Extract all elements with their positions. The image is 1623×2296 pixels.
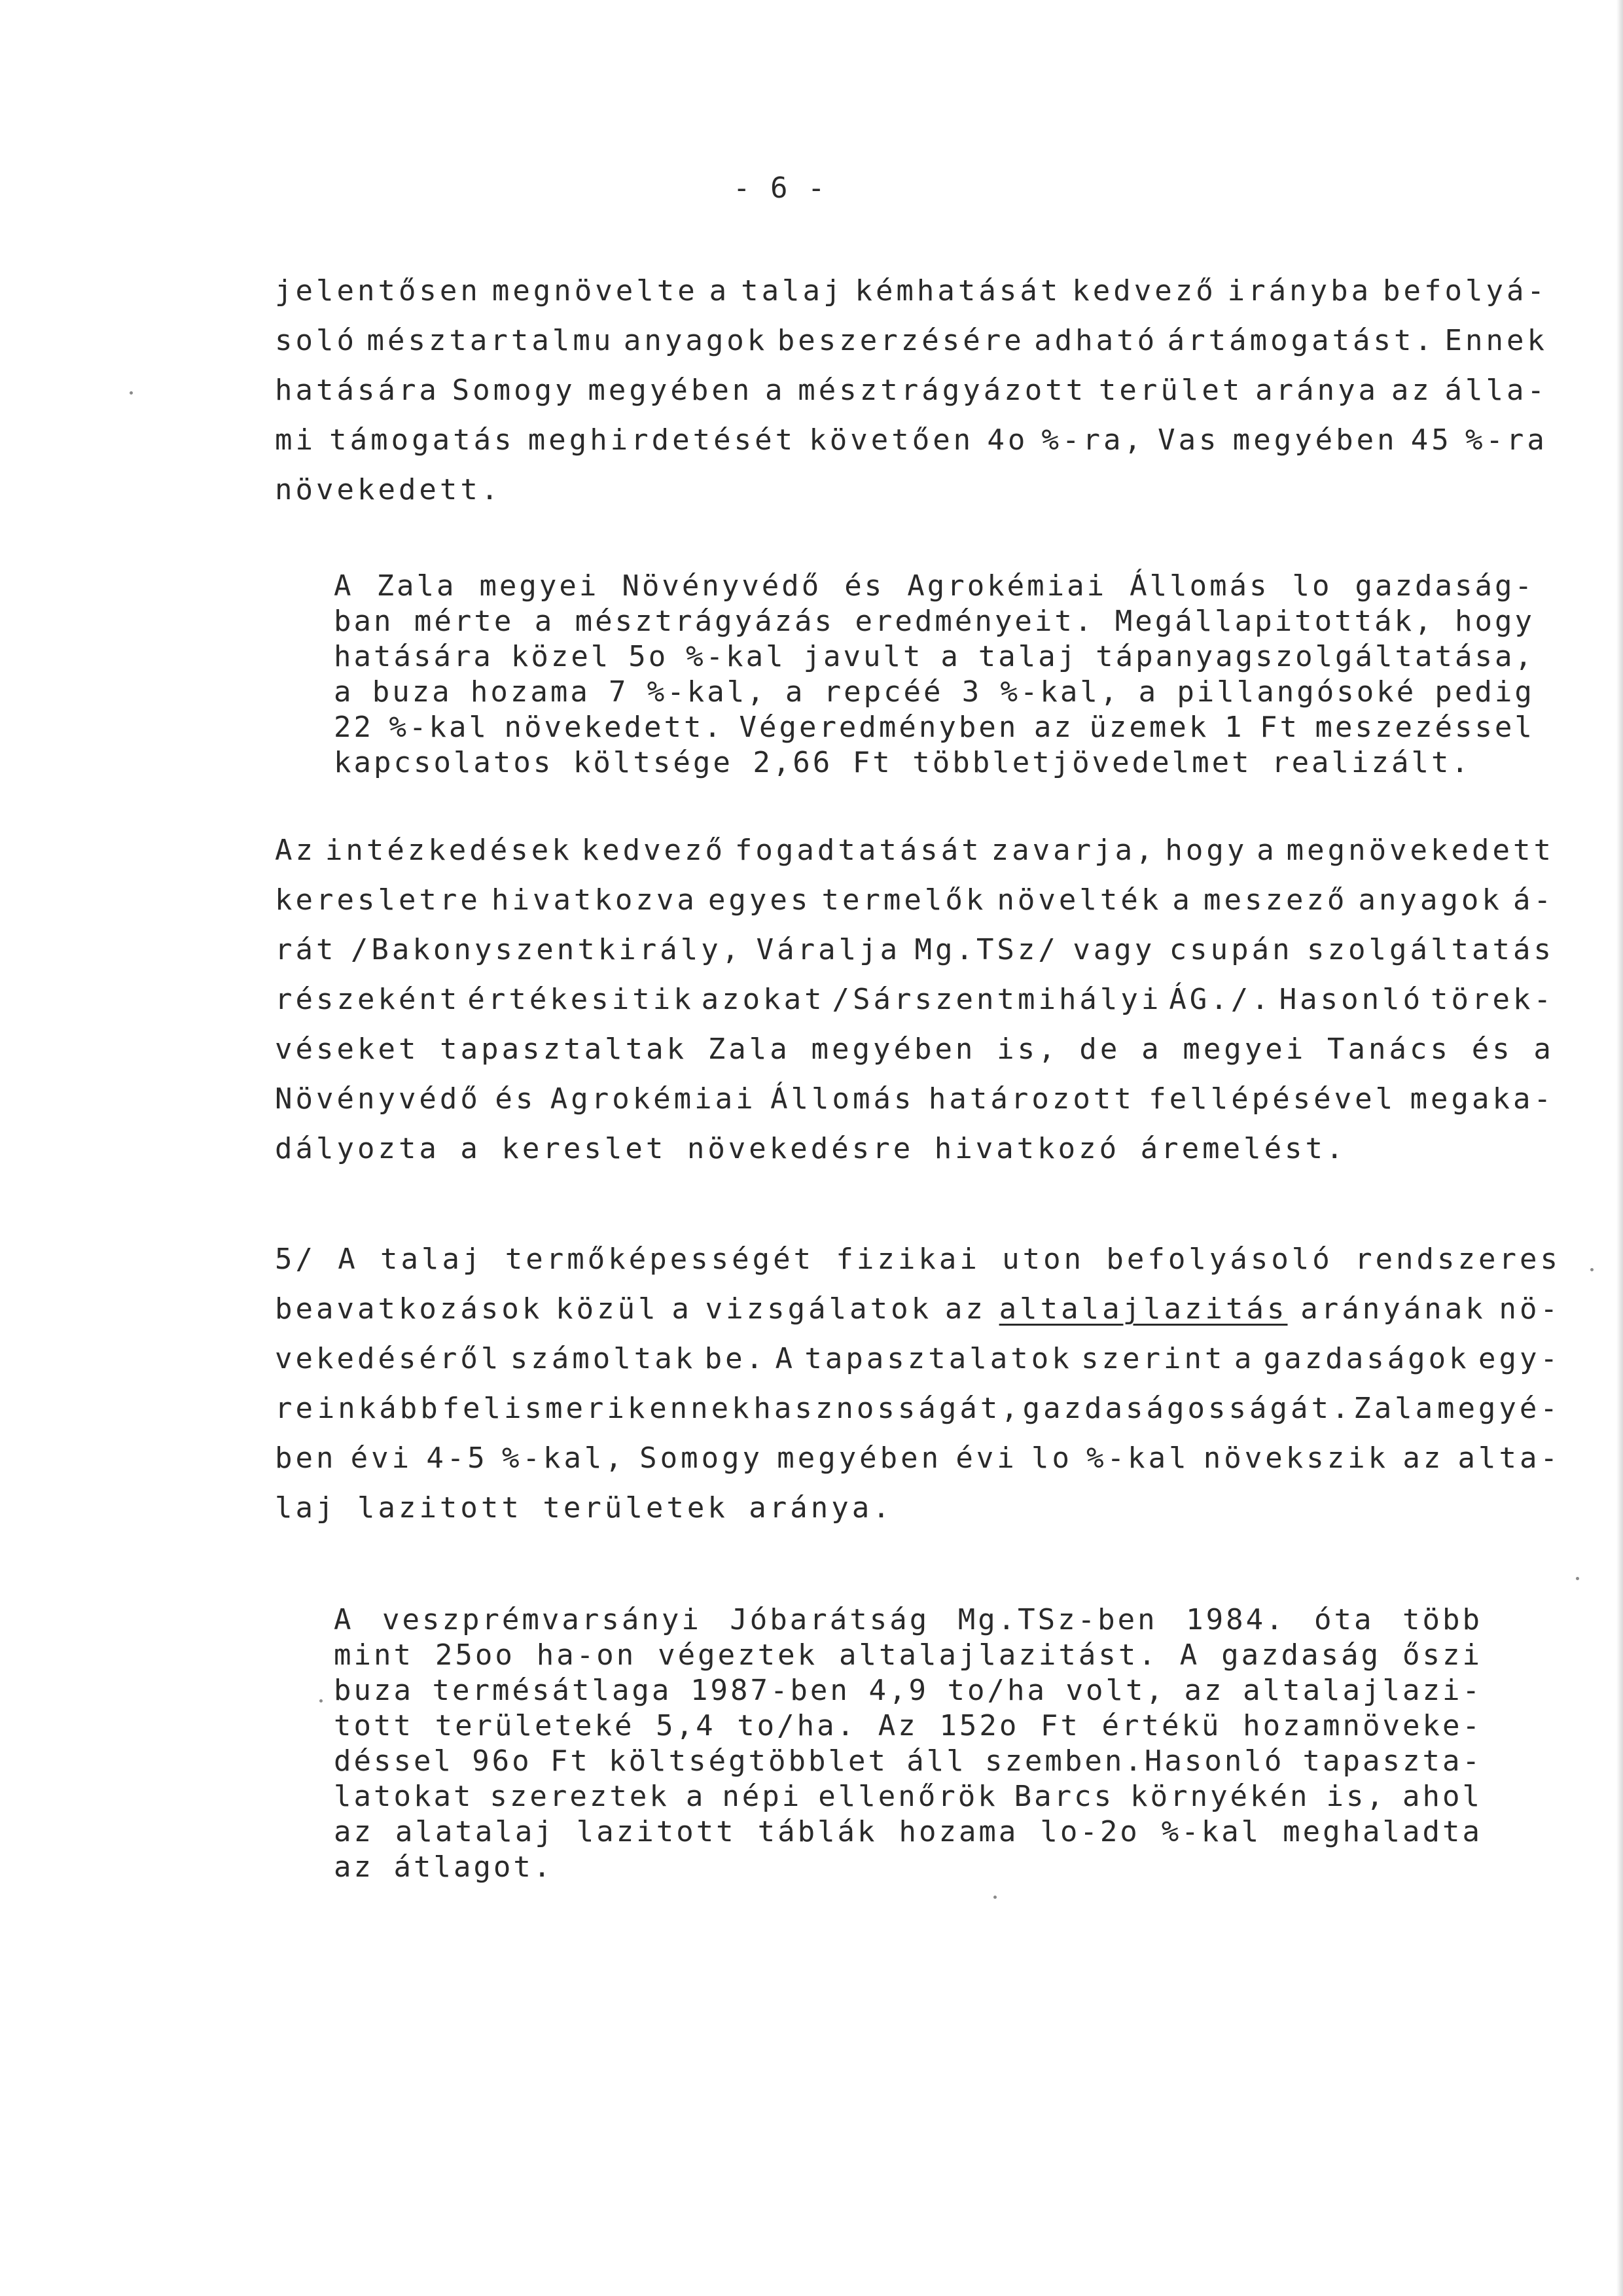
word: ben	[275, 1441, 337, 1475]
word: Állomás	[1130, 569, 1270, 603]
word: adható	[1034, 324, 1158, 357]
word: realizált.	[1272, 746, 1471, 779]
word: lo	[1292, 569, 1332, 603]
word: növekedett.	[275, 473, 502, 506]
text-line	[275, 1129, 1554, 1169]
word: alatalaj	[395, 1815, 555, 1848]
word: lazitott	[357, 1491, 543, 1525]
text-line	[275, 980, 1554, 1019]
word: meszező	[1203, 883, 1348, 917]
word: Ft	[1259, 711, 1300, 744]
word: %-kal,	[647, 675, 767, 709]
word: 96o	[472, 1744, 532, 1778]
word: felismerik	[442, 1392, 649, 1425]
word: Jóbarátság	[730, 1603, 930, 1636]
word: Somogy	[452, 374, 576, 407]
word: Végeredményben	[739, 711, 1019, 744]
word: %-ra,	[1041, 423, 1145, 457]
text-line	[275, 272, 1548, 311]
word: hogy	[1454, 605, 1535, 638]
word: az	[1402, 1441, 1444, 1475]
word: gazdaságok	[1263, 1342, 1470, 1375]
word: Somogy	[639, 1441, 764, 1475]
word: megnövelte	[491, 274, 698, 308]
word: óta	[1314, 1603, 1374, 1636]
word: 3	[961, 675, 982, 709]
word: Tanács	[1327, 1033, 1451, 1066]
underlined-term: altalajlazitás	[999, 1292, 1288, 1326]
word: mint	[334, 1638, 414, 1672]
word: Ft	[550, 1744, 590, 1778]
word: á-	[1512, 883, 1554, 917]
word: Zala	[1353, 1392, 1436, 1425]
text-line	[275, 930, 1554, 970]
word: a	[765, 374, 786, 407]
word: hatására	[334, 640, 493, 673]
word: a	[460, 1132, 502, 1165]
word: de	[1079, 1033, 1121, 1066]
word: lo	[1031, 1441, 1073, 1475]
word: a	[1172, 883, 1193, 917]
word: /Bakonyszentkirály,	[350, 933, 743, 966]
word: Növényvédő	[275, 1082, 481, 1116]
word: a	[709, 274, 730, 308]
word: tapaszta-	[1302, 1744, 1482, 1778]
word: többletjövedelmet	[912, 746, 1272, 779]
text-line	[334, 1709, 1482, 1743]
text-line	[275, 881, 1554, 920]
word: pedig	[1435, 675, 1535, 709]
word: évi	[955, 1441, 1018, 1475]
word: tápanyagszolgáltatása,	[1096, 640, 1535, 673]
word: 4,9	[868, 1674, 929, 1707]
word: Ft	[852, 746, 913, 779]
word: a	[1141, 1033, 1162, 1066]
word: befolyásoló	[1106, 1243, 1333, 1276]
word: növekszik	[1203, 1441, 1389, 1475]
word: ennek	[649, 1392, 753, 1425]
word: 7	[609, 675, 629, 709]
word: dályozta	[275, 1132, 461, 1165]
word: növekedett.	[504, 711, 724, 744]
word: azokat	[701, 983, 825, 1016]
word: Barcs	[1014, 1780, 1115, 1813]
word: Ennek	[1444, 324, 1548, 357]
word: megyei	[479, 569, 599, 603]
word: 1	[1224, 711, 1245, 744]
scan-speck	[319, 1699, 323, 1703]
text-line	[334, 1744, 1482, 1778]
word: talaj	[380, 1243, 484, 1276]
word: Agrokémiai	[550, 1082, 757, 1116]
word: %-ra	[1465, 423, 1548, 457]
word: törek-	[1431, 983, 1554, 1016]
word: számoltak	[510, 1342, 696, 1375]
text-line	[275, 1080, 1554, 1119]
word: megyében	[777, 1441, 942, 1475]
word: beszerzésére	[777, 324, 1025, 357]
word: Váralja	[756, 933, 901, 966]
word: a	[940, 640, 961, 673]
page-number: - 6 -	[733, 171, 827, 205]
word: kémhatását	[855, 274, 1061, 308]
word: az	[334, 1850, 394, 1884]
word: meghirdetését	[527, 423, 796, 457]
word: anyagok	[623, 324, 768, 357]
word: A	[1179, 1638, 1200, 1672]
word: termőképességét	[505, 1243, 815, 1276]
word: Növényvédő	[622, 569, 822, 603]
word: az	[334, 1815, 374, 1848]
word: ha-on	[536, 1638, 637, 1672]
word: több	[1402, 1603, 1482, 1636]
word: talaj	[741, 274, 844, 308]
word: az	[1391, 374, 1433, 407]
word: a	[334, 675, 354, 709]
word: megaka-	[1410, 1082, 1554, 1116]
text-line	[334, 640, 1535, 674]
word: a	[1138, 675, 1159, 709]
word: Vas	[1158, 423, 1220, 457]
word: %-kal,	[501, 1441, 626, 1475]
word: beavatkozások	[275, 1292, 543, 1326]
word: Zala	[376, 569, 457, 603]
word: irányba	[1227, 274, 1372, 308]
word: szerint	[1081, 1342, 1226, 1375]
word: lo-2o	[1040, 1815, 1140, 1848]
word: a	[534, 605, 555, 638]
word: keresletre	[275, 883, 481, 917]
word: a	[671, 1292, 692, 1326]
word: tapasztalatok	[804, 1342, 1073, 1375]
word: latokat	[334, 1780, 474, 1813]
word: hasznosságát,	[753, 1392, 1022, 1425]
word: tapasztaltak	[440, 1033, 688, 1066]
word: és	[844, 569, 885, 603]
word: értékü	[1101, 1709, 1222, 1742]
word: hatására	[275, 374, 440, 407]
text-line	[275, 1240, 1561, 1279]
word: veszprémvarsányi	[382, 1603, 702, 1636]
word: mésztrágyázott	[798, 374, 1087, 407]
word: közül	[556, 1292, 659, 1326]
word: hivatkozó	[934, 1132, 1141, 1165]
word: buza	[334, 1674, 414, 1707]
word: hozama	[470, 675, 590, 709]
word: pillangósoké	[1177, 675, 1417, 709]
word: hozamnöveke-	[1243, 1709, 1482, 1742]
word: terület	[1098, 374, 1243, 407]
word: nö-	[1499, 1292, 1561, 1326]
word: határozott	[928, 1082, 1135, 1116]
word: ellenőrök	[818, 1780, 998, 1813]
word: vagy	[1073, 933, 1156, 966]
word: megyé-	[1436, 1392, 1561, 1425]
word: A	[334, 569, 354, 603]
word: 1984.	[1186, 1603, 1286, 1636]
word: és	[1471, 1033, 1513, 1066]
word: területeké	[435, 1709, 635, 1742]
word: termelők	[821, 883, 987, 917]
word: A	[338, 1243, 359, 1276]
word: déssel	[334, 1744, 454, 1778]
word: rendszeres	[1355, 1243, 1561, 1276]
word: költsége	[573, 746, 753, 779]
text-line	[275, 1339, 1561, 1379]
word: 22	[334, 711, 374, 744]
text-line	[275, 1290, 1561, 1329]
word: részeként	[275, 983, 461, 1016]
word: 25oo	[435, 1638, 515, 1672]
word: mi	[275, 423, 316, 457]
word: intézkedések	[325, 834, 573, 867]
word: ártámogatást.	[1167, 324, 1436, 357]
word: területek	[543, 1491, 749, 1525]
word: megnövekedett	[1286, 834, 1554, 867]
word: táblák	[757, 1815, 878, 1848]
word: vekedéséről	[275, 1342, 502, 1375]
word: és	[495, 1082, 537, 1116]
word: to/ha	[947, 1674, 1047, 1707]
word: környékén	[1130, 1780, 1310, 1813]
word: őszi	[1402, 1638, 1482, 1672]
word: meszezéssel	[1315, 711, 1535, 744]
word: javult	[803, 640, 923, 673]
word: évi	[350, 1441, 413, 1475]
word: jelentősen	[275, 274, 481, 308]
word: hogy	[1165, 834, 1248, 867]
word: tott	[334, 1709, 414, 1742]
word: zavarja,	[991, 834, 1156, 867]
text-line	[334, 1603, 1482, 1637]
word: Agrokémiai	[907, 569, 1107, 603]
word: Mg.TSz-ben	[957, 1603, 1158, 1636]
word: kereslet	[501, 1132, 687, 1165]
word: Az	[878, 1709, 918, 1742]
word: ÁG./.	[1169, 983, 1272, 1016]
word: Az	[275, 834, 316, 867]
word: költségtöbblet	[609, 1744, 888, 1778]
word: lazitott	[576, 1815, 736, 1848]
word: áremelést.	[1140, 1132, 1347, 1165]
word: anyagok	[1358, 883, 1503, 917]
word: /Sárszentmihályi	[832, 983, 1162, 1016]
word: hivatkozva	[491, 883, 698, 917]
word: fizikai	[836, 1243, 980, 1276]
word: megyében	[811, 1033, 976, 1066]
word: A	[775, 1342, 796, 1375]
word: megyében	[588, 374, 753, 407]
word: alta-	[1457, 1441, 1561, 1475]
word: %-kal	[686, 640, 786, 673]
word: szereztek	[490, 1780, 669, 1813]
word: fogadtatását	[734, 834, 982, 867]
word: aránya	[1255, 374, 1380, 407]
text-line	[334, 1638, 1482, 1672]
word: üzemek	[1089, 711, 1209, 744]
text-line	[275, 1030, 1554, 1069]
word: ban	[334, 605, 394, 638]
word: a	[685, 1780, 706, 1813]
word: 5,4	[656, 1709, 716, 1742]
word: fellépésével	[1149, 1082, 1397, 1116]
word: egyes	[707, 883, 812, 917]
word: támogatás	[329, 423, 515, 457]
word: is,	[997, 1033, 1059, 1066]
word: Állomás	[770, 1082, 915, 1116]
word: megyében	[1232, 423, 1398, 457]
text-line	[334, 1850, 1482, 1884]
word: áll	[906, 1744, 967, 1778]
word: átlagot.	[393, 1850, 554, 1884]
word: népi	[722, 1780, 802, 1813]
word: Megállapitották,	[1115, 605, 1435, 638]
word: az	[1033, 711, 1074, 744]
text-line	[275, 1389, 1561, 1428]
word: talaj	[978, 640, 1079, 673]
word: 5/	[275, 1243, 316, 1276]
scan-speck	[1576, 1577, 1579, 1580]
word: is,	[1326, 1780, 1386, 1813]
word: gazdaság-	[1355, 569, 1535, 603]
word: megyei	[1183, 1033, 1307, 1066]
word: re	[275, 1392, 316, 1425]
word: arányának	[1300, 1292, 1486, 1326]
word: a	[1234, 1342, 1255, 1375]
scan-speck	[993, 1896, 997, 1899]
word: gazdaság	[1221, 1638, 1382, 1672]
word: csupán	[1169, 933, 1293, 966]
word: uton	[1002, 1243, 1085, 1276]
word: mérte	[414, 605, 514, 638]
word: növelték	[997, 883, 1162, 917]
word: a	[1257, 834, 1277, 867]
word: repcéé	[823, 675, 944, 709]
word: közel	[510, 640, 611, 673]
word: értékesitik	[467, 983, 694, 1016]
word: Ft	[1040, 1709, 1080, 1742]
word: gazdaságosságát.	[1022, 1392, 1353, 1425]
word: aránya.	[749, 1491, 893, 1525]
text-line	[275, 371, 1548, 410]
word: végeztek	[658, 1638, 818, 1672]
word: %-kal	[389, 711, 489, 744]
word: kedvező	[581, 834, 726, 867]
text-line	[334, 605, 1535, 639]
text-line	[334, 1674, 1482, 1708]
word: volt,	[1065, 1674, 1166, 1707]
word: inkább	[317, 1392, 441, 1425]
word: a	[1533, 1033, 1554, 1066]
word: növekedésre	[687, 1132, 935, 1165]
word: vizsgálatok	[705, 1292, 933, 1326]
word: termésátlaga	[432, 1674, 672, 1707]
text-line	[275, 1439, 1561, 1478]
word: hozama	[899, 1815, 1019, 1848]
word: to/ha.	[737, 1709, 857, 1742]
word: 2,66	[753, 746, 853, 779]
word: 45	[1410, 423, 1452, 457]
word: mésztrágyázás	[575, 605, 835, 638]
word: %-kal	[1161, 1815, 1262, 1848]
word: laj	[275, 1491, 357, 1525]
text-line	[334, 569, 1535, 603]
word: Hasonló	[1279, 983, 1424, 1016]
text-line	[334, 675, 1535, 709]
scan-speck	[130, 391, 133, 395]
word: Zala	[707, 1033, 791, 1066]
scan-speck	[1590, 1268, 1594, 1271]
word: altalajlazitást.	[839, 1638, 1158, 1672]
text-line	[275, 1489, 1561, 1528]
word: egy-	[1478, 1342, 1561, 1375]
word: kapcsolatos	[334, 746, 573, 779]
word: befolyá-	[1383, 274, 1548, 308]
word: meghaladta	[1283, 1815, 1482, 1848]
word: rát	[275, 933, 337, 966]
word: eredményeit.	[855, 605, 1095, 638]
word: a	[785, 675, 806, 709]
word: 5o	[628, 640, 669, 673]
word: szolgáltatás	[1307, 933, 1554, 966]
word: az	[1184, 1674, 1224, 1707]
word: 4o	[987, 423, 1029, 457]
text-line	[334, 1780, 1482, 1814]
word: ahol	[1402, 1780, 1482, 1813]
text-line	[275, 321, 1548, 361]
word: álla-	[1444, 374, 1548, 407]
word: szemben.Hasonló	[984, 1744, 1285, 1778]
word: követően	[809, 423, 974, 457]
word: soló	[275, 324, 357, 357]
word: Mg.TSz/	[914, 933, 1059, 966]
word: 152o	[939, 1709, 1020, 1742]
word: A	[334, 1603, 354, 1636]
word: 1987-ben	[690, 1674, 850, 1707]
text-line	[275, 421, 1548, 460]
text-line	[334, 1815, 1482, 1849]
text-line	[334, 746, 1535, 780]
word: 4-5	[426, 1441, 488, 1475]
word: mésztartalmu	[366, 324, 615, 357]
word: buza	[372, 675, 452, 709]
text-line	[275, 831, 1554, 870]
word: kedvező	[1072, 274, 1217, 308]
text-line	[334, 711, 1535, 745]
word: altalajlazi-	[1243, 1674, 1482, 1707]
word: be.	[704, 1342, 767, 1375]
text-line	[275, 470, 1548, 510]
page-edge-shadow	[1616, 0, 1623, 2296]
word: %-kal	[1086, 1441, 1190, 1475]
word: véseket	[275, 1033, 419, 1066]
word: az	[944, 1292, 986, 1326]
word: %-kal,	[1000, 675, 1120, 709]
